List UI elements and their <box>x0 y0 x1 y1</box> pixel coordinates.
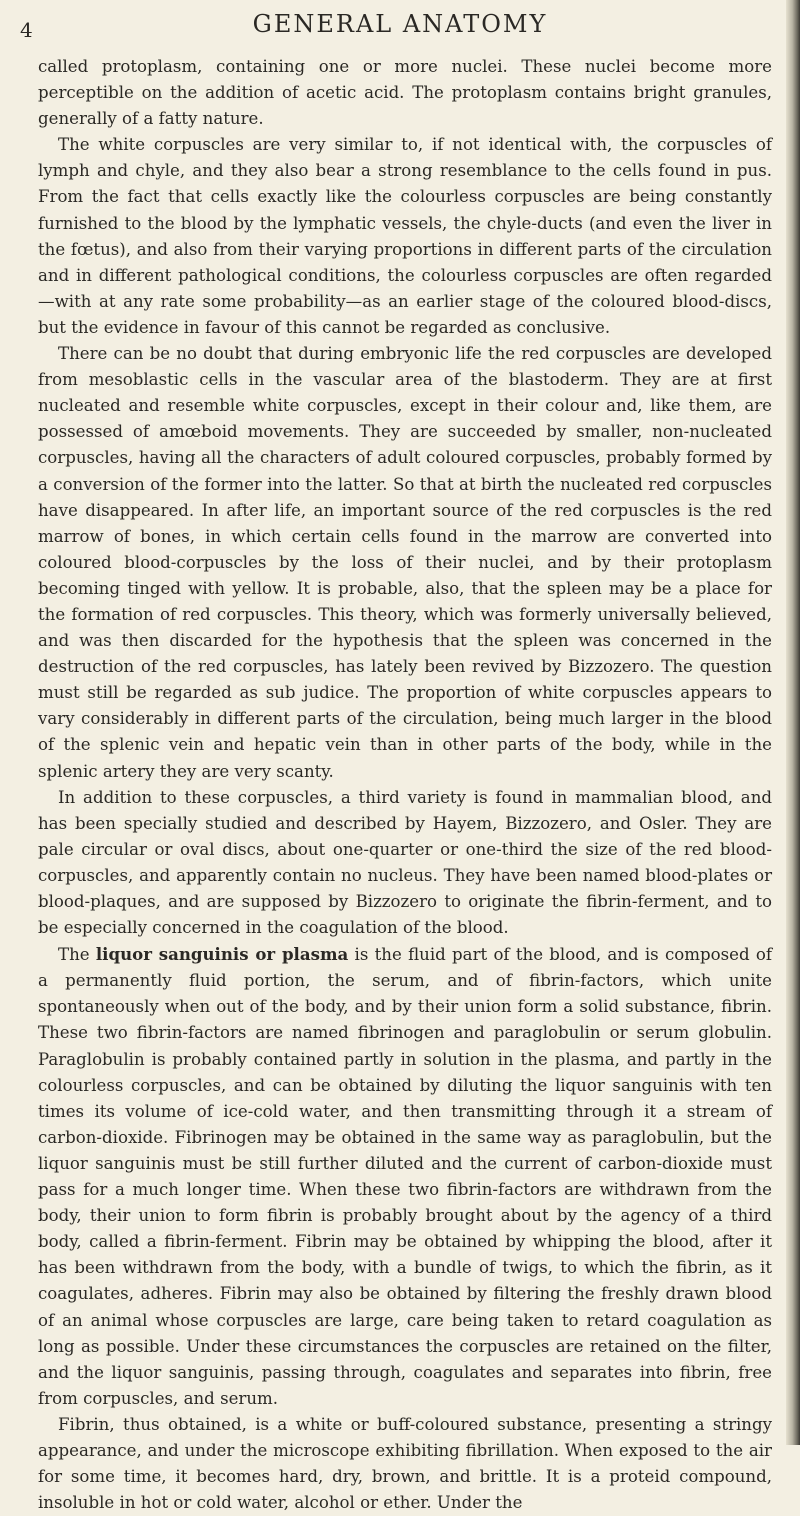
paragraph-lead: The <box>58 945 90 965</box>
paragraph: called protoplasm, containing one or more nuclei. These nuclei become more perceptible on the addition of acetic acid. The protoplasm contains bright granules, generally of a fatty nature. <box>38 57 772 129</box>
paragraph: In addition to these corpuscles, a third variety is found in mammalian blood, and has been specially studied and described by Hayem, Bizzozero, and Osler. They are pale circular or oval discs, about one-quarter or one-third the size of the red blood-corpuscles, and apparently contain no nucleus. They have been named blood-plates or blood-plaques, and are supposed by Bizzozero to originate the fibrin-ferment, and to be especially concerned in the coagulation of the blood. <box>38 787 772 938</box>
bold-term: liquor sanguinis or plasma <box>95 944 349 965</box>
running-head: GENERAL ANATOMY <box>252 10 548 38</box>
page-number: 4 <box>20 18 34 42</box>
paragraph-rest: is the fluid part of the blood, and is composed of a permanently fluid portion, the serum, and of fibrin-factors, which unite spontaneously when out of the body, and by their union form a solid substance, fibrin. These two fibrin-factors are named fibrinogen and paraglobulin or serum globulin. Paraglobulin is probably contained partly in solution in the plasma, and partly in the colourless corpuscles, and can be obtained by diluting the liquor sanguinis with ten times its volume of ice-cold water, and then transmitting through it a stream of carbon-dioxide. Fibrinogen may be obtained in the same way as paraglobulin, but the liquor sanguinis must be still further diluted and the current of carbon-dioxide must pass for a much longer time. When these two fibrin-factors are withdrawn from the body, their union to form fibrin is probably brought about by the agency of a third body, called a fibrin-ferment. Fibrin may be obtained by whipping the blood, after it has been withdrawn from the body, with a bundle of twigs, to which the fibrin, as it coagulates, adheres. Fibrin may also be obtained by filtering the freshly drawn blood of an animal whose corpuscles are large, care being taken to retard coagulation as long as possible. Under these circumstances the corpuscles are retained on the filter, and the liquor sanguinis, passing through, coagulates and separates into fibrin, free from corpuscles, and serum. <box>38 945 772 1408</box>
book-spine-shadow <box>786 0 800 1445</box>
paragraph: The white corpuscles are very similar to, if not identical with, the corpuscles of lymph and chyle, and they also bear a strong resemblance to the cells found in pus. From the fact that cells exactly like the colourless corpuscles are being constantly furnished to the blood by the lymphatic vessels, the chyle-ducts (and even the liver in the fœtus), and also from their varying proportions in different parts of the circulation and in different pathological conditions, the colourless corpuscles are often regarded—with at any rate some probability—as an earlier stage of the coloured blood-discs, but the evidence in favour of this cannot be regarded as conclusive. <box>38 135 772 337</box>
paragraph-liquor-sanguinis <box>38 941 772 1412</box>
paragraph: There can be no doubt that during embryonic life the red corpuscles are developed from mesoblastic cells in the vascular area of the blastoderm. They are at first nucleated and resemble white corpuscles, except in their colour and, like them, are possessed of amœboid movements. They are succeeded by smaller, non-nucleated corpuscles, having all the characters of adult coloured corpuscles, probably formed by a conversion of the former into the latter. So that at birth the nucleated red corpuscles have disappeared. In after life, an important source of the red corpuscles is the red marrow of bones, in which certain cells found in the marrow are converted into coloured blood-corpuscles by the loss of their nuclei, and by their protoplasm becoming tinged with yellow. It is probable, also, that the spleen may be a place for the formation of red corpuscles. This theory, which was formerly universally believed, and was then discarded for the hypothesis that the spleen was concerned in the destruction of the red corpuscles, has lately been revived by Bizzozero. The question must still be regarded as sub judice. The proportion of white corpuscles appears to vary considerably in different parts of the circulation, being much larger in the blood of the splenic vein and hepatic vein than in other parts of the body, while in the splenic artery they are very scanty. <box>38 344 772 781</box>
body-text <box>38 54 772 1516</box>
paragraph: Fibrin, thus obtained, is a white or buff-coloured substance, presenting a stringy appearance, and under the microscope exhibiting fibrillation. When exposed to the air for some time, it becomes hard, dry, brown, and brittle. It is a proteid compound, insoluble in hot or cold water, alcohol or ether. Under the <box>38 1414 772 1513</box>
